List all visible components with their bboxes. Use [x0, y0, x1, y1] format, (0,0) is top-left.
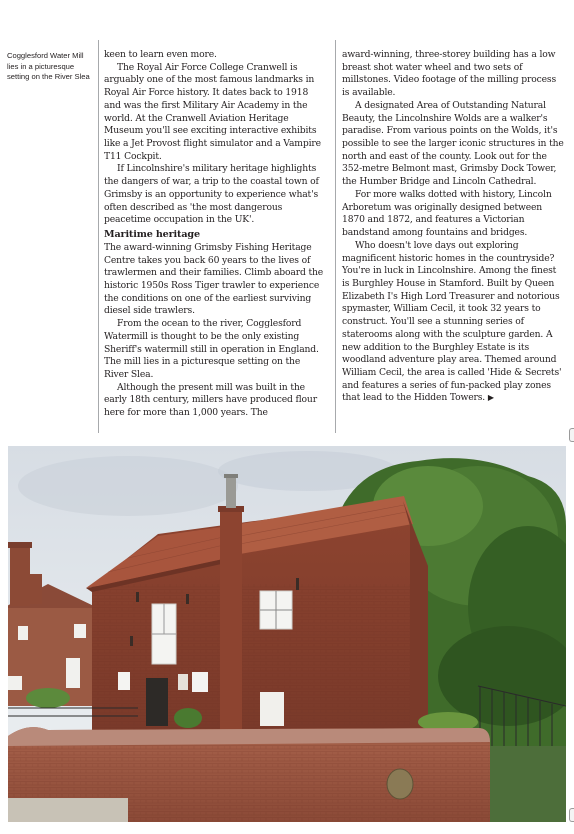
paragraph: From the ocean to the river, Cogglesford Watermill is thought to be the only existing Sheriff's watermill still in operation in England. The mill lies in a picturesque setting on the River Slea. [104, 318, 319, 380]
paragraph [342, 240, 566, 405]
column-divider-left [98, 40, 99, 433]
paragraph: For more walks dotted with history, Lincoln Arboretum was originally designed between 1870 and 1872, and features a Victorian bandstand among fountains and bridges. [342, 188, 552, 239]
paragraph: A designated Area of Outstanding Natural Beauty, the Lincolnshire Wolds are a walker's paradise. From various points on the Wolds, it's possible to see the larger iconic structures in the north and east of the county. Look out for the 352-metre Belmont mast, Grimsby Dock Tower, the Humber Bridge and Lincoln Cathedral. [342, 99, 564, 188]
paragraph: Although the present mill was built in the early 18th century, millers have produced flour here for more than 1,000 years. The [104, 381, 317, 419]
article-column-middle [104, 49, 326, 420]
photo-caption: Cogglesford Water Mill lies in a picturesque setting on the River Slea [7, 51, 90, 82]
paragraph: The award-winning Grimsby Fishing Heritage Centre takes you back 60 years to the lives of trawlermen and their families. Climb aboard the historic 1950s Ross Tiger trawler to experience the conditions on one of the earliest surviving diesel side trawlers. [104, 241, 324, 317]
paragraph: If Lincolnshire's military heritage highlights the dangers of war, a trip to the coastal town of Grimsby is an opportunity to experience what's often described as 'the most dangerous peacetime occupation in the UK'. [104, 163, 319, 226]
column-divider-right [335, 40, 336, 433]
article-column-right [342, 49, 566, 405]
page-edge-tab-icon [569, 808, 574, 822]
paragraph-text: Who doesn't love days out exploring magnificent historic homes in the countryside? You're in luck in Lincolnshire. Among the finest is Burghley House in Stamford. Built by Queen Elizabeth I's High Lord Treasurer and notorious spymaster, William Cecil, it took 32 years to construct. You'll see a stunning series of staterooms along with the sculpture garden. A new addition to the Burghley Estate is its woodland adventure play area. Themed around William Cecil, the area is called 'Hide & Secrets' and features a series of fun-packed play zones that lead to the Hidden Towers. [342, 239, 562, 404]
section-heading: Maritime heritage [104, 229, 200, 241]
watermill-photo [8, 446, 566, 822]
paragraph: award-winning, three-storey building has a low breast shot water wheel and two sets of millstones. Video footage of the milling process is available. [342, 49, 557, 99]
paragraph: The Royal Air Force College Cranwell is arguably one of the most famous landmarks in Royal Air Force history. It dates back to 1918 and was the first Military Air Academy in the world. At the Cranwell Aviation Heritage Museum you'll see exciting interactive exhibits like a Jet Provost flight simulator and a Vampire T11 Cockpit. [104, 61, 321, 162]
paragraph: keen to learn even more. [104, 49, 217, 60]
page-edge-tab-icon [569, 428, 574, 442]
continue-arrow-icon: ▶ [487, 393, 495, 403]
